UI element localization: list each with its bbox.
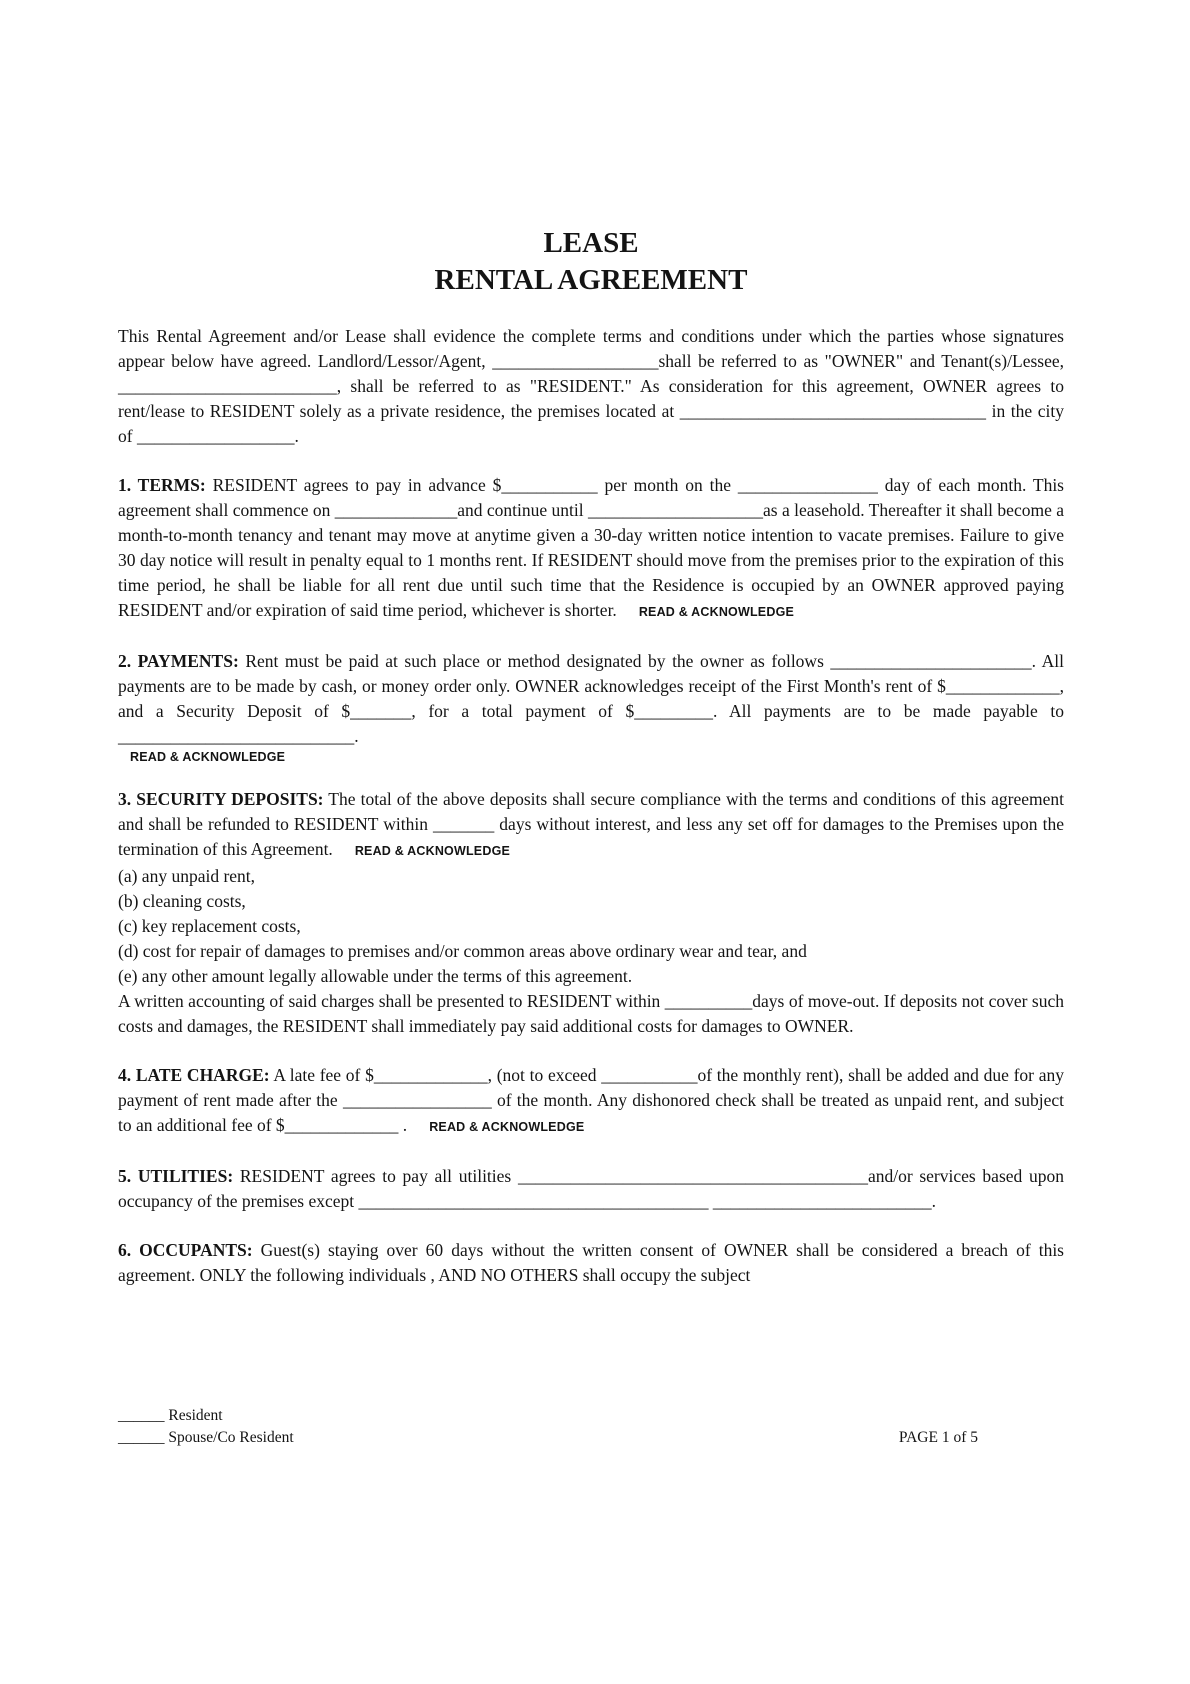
section-heading: 6. OCCUPANTS: [118, 1240, 253, 1260]
list-item: (b) cleaning costs, [118, 891, 246, 911]
title-block [118, 225, 1064, 299]
section-heading: 4. LATE CHARGE: [118, 1065, 270, 1085]
section-text: A late fee of $_____________, (not to exceed ___________of the monthly rent), shall be added and due for any payment of rent made after the _________________ of the month. Any dishonored check shall be treated as unpaid rent, and subject to an additional fee of $_____________ . [118, 1065, 1064, 1135]
section-text: RESIDENT agrees to pay in advance $___________ per month on the ________________ day of each month. This agreement shall commence on ______________and continue until ____________________as a leasehold. Thereafter it shall become a month-to-month tenancy and tenant may move at anytime given a 30-day written notice intention to vacate premises. Failure to give 30 day notice will result in penalty equal to 1 months rent. If RESIDENT should move from the premises prior to the expiration of this time period, he shall be liable for all rent due until such time that the Residence is occupied by an OWNER approved paying RESIDENT and/or expiration of said time period, whichever is shorter. [118, 475, 1064, 620]
list-item: (a) any unpaid rent, [118, 866, 256, 886]
section-terms [118, 473, 1064, 625]
section-text: The total of the above deposits shall secure compliance with the terms and conditions of this agreement and shall be refunded to RESIDENT within _______ days without interest, and less any set off for damages to the Premises upon the termination of this Agreement. [118, 789, 1065, 859]
list-item: (d) cost for repair of damages to premises and/or common areas above ordinary wear and tear, and [118, 941, 807, 961]
spouse-initial-line: ______ Spouse/Co Resident [118, 1429, 294, 1446]
section-payments [118, 649, 1064, 765]
read-acknowledge-label: READ & ACKNOWLEDGE [354, 844, 511, 858]
deduction-list [118, 864, 1064, 989]
read-acknowledge-label: READ & ACKNOWLEDGE [429, 1120, 585, 1134]
footer-row [118, 1405, 978, 1427]
resident-initial-line: ______ Resident [118, 1407, 223, 1424]
section-occupants [118, 1238, 1064, 1288]
security-closing-paragraph: A written accounting of said charges shall be presented to RESIDENT within __________days of move-out. If deposits not cover such costs and damages, the RESIDENT shall immediately pay said additional costs for damages to OWNER. [118, 991, 1064, 1036]
document-body [118, 225, 1064, 1312]
section-heading: 1. TERMS: [118, 475, 206, 495]
title-line-1: LEASE [543, 227, 639, 259]
footer-row [118, 1427, 978, 1449]
section-text: RESIDENT agrees to pay all utilities ________________________________________and/or services based upon occupancy of the premises except ________________________________________ _________________________. [118, 1166, 1064, 1211]
section-heading: 3. SECURITY DEPOSITS: [118, 789, 324, 809]
list-item: (e) any other amount legally allowable under the terms of this agreement. [118, 966, 633, 986]
list-item: (c) key replacement costs, [118, 916, 301, 936]
page-number: PAGE 1 of 5 [898, 1429, 978, 1446]
read-acknowledge-label: READ & ACKNOWLEDGE [638, 605, 795, 619]
page-footer [118, 1405, 978, 1449]
section-late-charge [118, 1063, 1064, 1140]
section-utilities [118, 1164, 1064, 1214]
section-heading: 2. PAYMENTS: [118, 651, 239, 671]
section-heading: 5. UTILITIES: [118, 1166, 234, 1186]
section-text: Guest(s) staying over 60 days without the written consent of OWNER shall be considered a breach of this agreement. ONLY the following individuals , AND NO OTHERS shall occupy the subject [118, 1240, 1064, 1285]
intro-paragraph: This Rental Agreement and/or Lease shall evidence the complete terms and conditions under which the parties whose signatures appear below have agreed. Landlord/Lessor/Agent, ___________________shall be referred to as "OWNER" and Tenant(s)/Lessee, _________________________, shall be referred to as "RESIDENT." As consideration for this agreement, OWNER agrees to rent/lease to RESIDENT solely as a private residence, the premises located at ___________________________________ in the city of __________________. [118, 326, 1064, 446]
section-text: Rent must be paid at such place or method designated by the owner as follows _______________________. All payments are to be made by cash, or money order only. OWNER acknowledges receipt of the First Month's rent of $_____________, and a Security Deposit of $_______, for a total payment of $_________. All payments are to be made payable to ___________________________. [118, 651, 1064, 746]
title-line-2: RENTAL AGREEMENT [434, 264, 748, 296]
read-acknowledge-label: READ & ACKNOWLEDGE [130, 750, 286, 764]
section-security-deposits [118, 787, 1064, 864]
